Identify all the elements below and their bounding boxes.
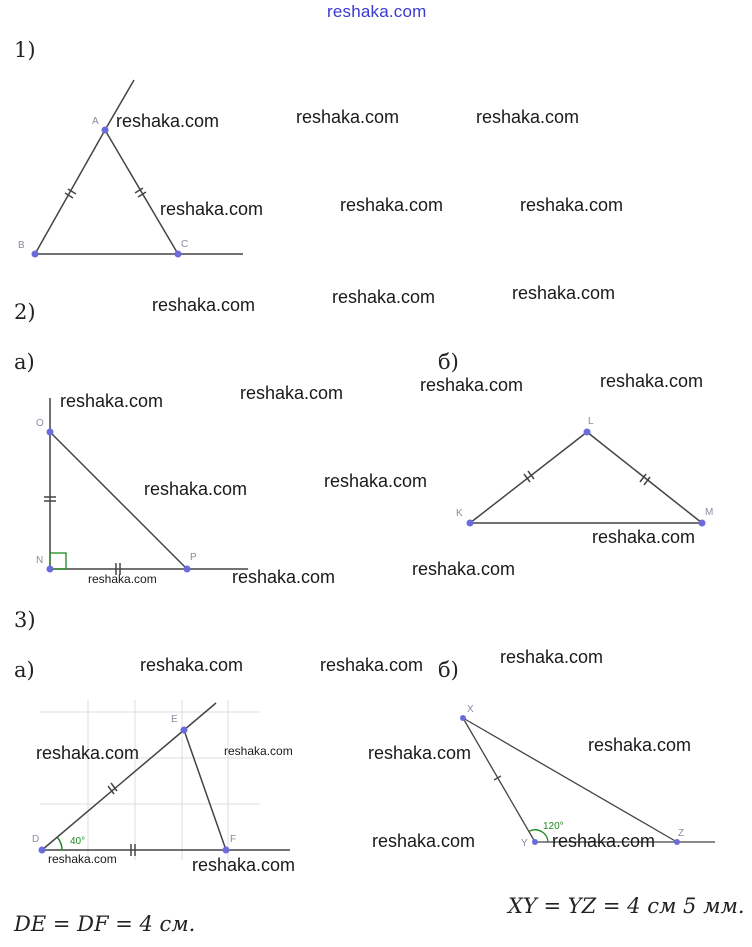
section-2a-label: а) [14,350,35,374]
side-xy [463,718,535,842]
triangle-klm [470,432,702,523]
watermark: reshaka.com [512,283,616,303]
point-d [39,847,46,854]
watermark: reshaka.com [500,647,604,667]
point-z [674,839,680,845]
side-ef [184,730,226,850]
label-y: Y [521,838,528,849]
watermark: reshaka.com [340,195,444,215]
watermark: reshaka.com [192,855,296,875]
section-3a-label: а) [14,658,35,682]
angle-arc-d [58,838,63,851]
label-p: P [190,552,197,563]
watermark: reshaka.com [160,199,264,219]
watermark: reshaka.com [600,371,704,391]
watermark: reshaka.com [48,852,117,866]
label-b: B [18,240,25,251]
watermark: reshaka.com [140,655,244,675]
formula-de-df: DE = DF = 4 см. [14,912,196,936]
angle-label-y: 120° [543,821,564,832]
watermark: reshaka.com [420,375,524,395]
label-f: F [230,834,237,845]
label-l: L [588,416,594,427]
label-m: M [705,507,714,518]
site-watermark: reshaka.com [327,2,427,21]
label-a: A [92,116,99,127]
watermark: reshaka.com [88,572,157,586]
watermark: reshaka.com [320,655,424,675]
watermark: reshaka.com [412,559,516,579]
watermark: reshaka.com [552,831,656,851]
label-d: D [32,834,40,845]
side-kl [470,432,587,523]
watermark: reshaka.com [36,743,140,763]
point-l [584,429,591,436]
watermark: reshaka.com [476,107,580,127]
point-o [47,429,54,436]
watermark: reshaka.com [296,107,400,127]
point-b [32,251,39,258]
point-a [102,127,109,134]
ray-e-extension [184,703,216,730]
point-m [699,520,706,527]
point-e [181,727,188,734]
section-2-label: 2) [14,300,36,324]
label-n: N [36,555,44,566]
watermark: reshaka.com [592,527,696,547]
watermark: reshaka.com [224,744,293,758]
label-x: X [467,704,474,715]
label-z: Z [678,828,685,839]
watermark: reshaka.com [232,567,336,587]
watermark: reshaka.com [152,295,256,315]
label-k: K [456,508,463,519]
point-c [175,251,182,258]
triangle-abc [35,80,243,254]
point-f [223,847,230,854]
angle-label-d: 40° [70,836,86,847]
section-1-label: 1) [14,38,36,62]
watermark: reshaka.com [144,479,248,499]
section-2b-label: б) [438,350,459,374]
section-3b-label: б) [438,658,459,682]
point-x [460,715,466,721]
watermark: reshaka.com [372,831,476,851]
triangle-def [42,703,290,856]
side-ac [105,130,178,254]
label-o: O [36,418,44,429]
formula-xy-yz: XY = YZ = 4 см 5 мм. [508,894,745,918]
point-k [467,520,474,527]
side-lm [587,432,702,523]
label-c: C [181,239,189,250]
watermark: reshaka.com [240,383,344,403]
side-ab [35,130,105,254]
watermark: reshaka.com [332,287,436,307]
point-n [47,566,54,573]
point-p [184,566,191,573]
watermark: reshaka.com [588,735,692,755]
section-3-label: 3) [14,608,36,632]
watermark: reshaka.com [116,111,220,131]
watermark: reshaka.com [60,391,164,411]
watermark: reshaka.com [324,471,428,491]
point-y [532,839,538,845]
watermark: reshaka.com [368,743,472,763]
label-e: E [171,714,178,725]
side-op [50,432,187,569]
watermark: reshaka.com [520,195,624,215]
